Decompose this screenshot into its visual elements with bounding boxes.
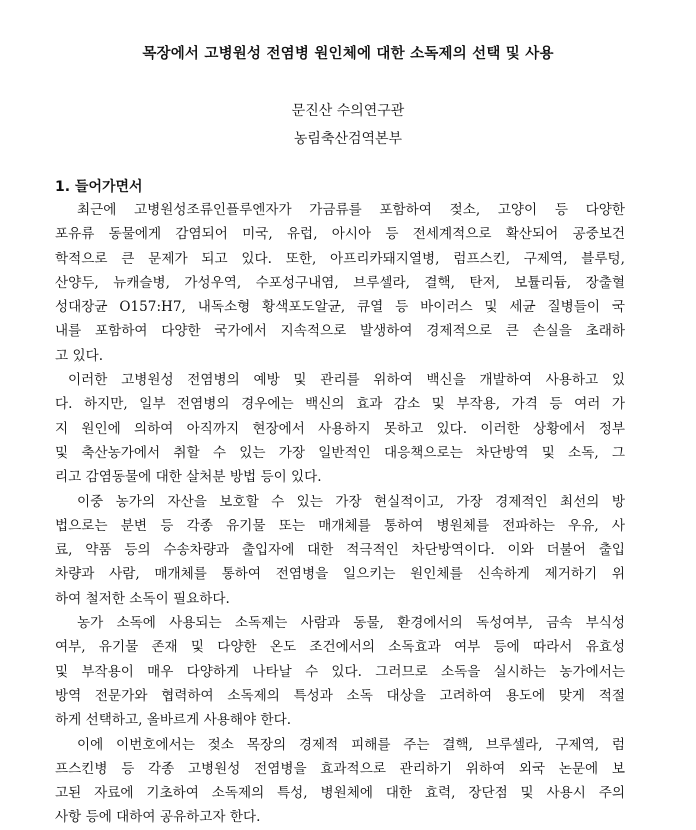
body-line: 이러한 고병원성 전염병의 예방 및 관리를 위하여 백신을 개발하여 사용하고 있 (68, 372, 625, 389)
body-line: 최근에 고병원성조류인플루엔자가 가금류를 포함하여 젖소, 고양이 등 다양한 (77, 202, 625, 218)
body-line: 프스킨병 등 각종 고병원성 전염병을 효과적으로 관리하기 위하여 외국 논문에 보 (55, 760, 625, 777)
section-body (55, 198, 625, 830)
body-line: 하여 철저한 소독이 필요하다. (55, 590, 230, 607)
body-line: 사항 등에 대하여 공유하고자 한다. (55, 809, 261, 826)
body-line: 리고 감염동물에 대한 살처분 방법 등이 있다. (55, 469, 322, 486)
body-line: 료, 약품 등의 수송차량과 출입자에 대한 적극적인 차단방역이다. 이와 더불어 출입 (55, 542, 625, 559)
document-title: 목장에서 고병원성 전염병 원인체에 대한 소독제의 선택 및 사용 (142, 46, 554, 62)
body-line: 다. 하지만, 일부 전염병의 경우에는 백신의 효과 감소 및 부작용, 가격 등 여러 가 (55, 396, 625, 413)
body-line: 학적으로 큰 문제가 되고 있다. 또한, 아프리카돼지열병, 럼프스킨, 구제역, 블루텅, (55, 250, 625, 267)
body-line: 내를 포함하여 다양한 국가에서 지속적으로 발생하여 경제적으로 큰 손실을 초래하 (55, 323, 625, 340)
body-line: 여부, 유기물 존재 및 다양한 온도 조건에서의 소독효과 여부 등에 따라서 유효성 (55, 639, 625, 656)
body-line: 포유류 동물에게 감염되어 미국, 유럽, 아시아 등 전세계적으로 확산되어 공중보건 (55, 226, 625, 243)
body-line: 산양두, 뉴캐슬병, 가성우역, 수포성구내염, 브루셀라, 결핵, 탄저, 보튤리듐, 장출혈 (55, 274, 625, 291)
body-line: 차량과 사람, 매개체를 통하여 전염병을 일으키는 원인체를 신속하게 제거하기 위 (55, 566, 625, 583)
body-line: 이중 농가의 자산을 보호할 수 있는 가장 현실적이고, 가장 경제적인 최선의 방 (77, 493, 625, 510)
body-line: 법으로는 분변 등 각종 유기물 또는 매개체를 통하여 병원체를 전파하는 우유, 사 (55, 517, 625, 534)
body-line: 고 있다. (55, 347, 104, 364)
body-line: 하게 선택하고, 올바르게 사용해야 한다. (55, 712, 292, 729)
body-line: 성대장균 O157:H7, 내독소형 황색포도알균, 큐열 등 바이러스 및 세균 질병들이 국 (55, 299, 625, 316)
body-line: 고된 자료에 기초하여 소독제의 특성, 병원체에 대한 효력, 장단점 및 사용시 주의 (55, 785, 625, 802)
section-heading: 1. 들어가면서 (55, 179, 143, 195)
author-name: 문진산 수의연구관 (291, 103, 405, 119)
body-line: 및 축산농가에서 취할 수 있는 가장 일반적인 대응책으로는 차단방역 및 소독, 그 (55, 444, 625, 461)
body-line: 및 부작용이 매우 다양하게 나타날 수 있다. 그러므로 소독을 실시하는 농가에서는 (55, 663, 625, 680)
body-line: 농가 소독에 사용되는 소독제는 사람과 동물, 환경에서의 독성여부, 금속 부식성 (77, 615, 625, 632)
author-organization: 농림축산검역본부 (293, 131, 403, 147)
body-line: 방역 전문가와 협력하여 소독제의 특성과 소독 대상을 고려하여 용도에 맞게 적절 (55, 687, 625, 704)
body-line: 지 원인에 의하여 아직까지 현장에서 사용하지 못하고 있다. 이러한 상황에서 정부 (55, 420, 625, 437)
body-line: 이에 이번호에서는 젖소 목장의 경제적 피해를 주는 결핵, 브루셀라, 구제역, 럼 (77, 736, 625, 753)
